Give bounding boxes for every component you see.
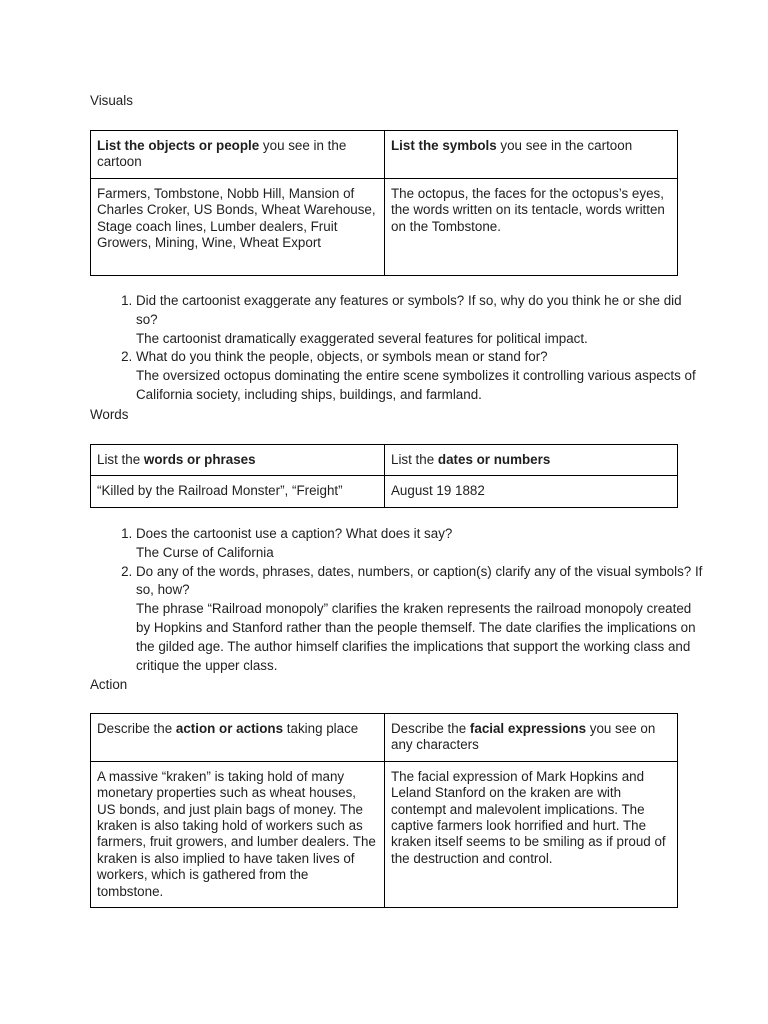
- visuals-table: [90, 130, 678, 276]
- words-header-dates-bold: dates or numbers: [437, 452, 551, 467]
- visuals-cell-objects: Farmers, Tombstone, Nobb Hill, Mansion of Charles Croker, US Bonds, Wheat Warehouse, Stage coach lines, Lumber dealers, Fruit Growers, Mining, Wine, Wheat Export: [91, 178, 385, 275]
- words-answer-1-text: The Curse of California: [136, 544, 274, 560]
- action-header-actions-bold: action or actions: [175, 721, 284, 736]
- visuals-header-symbols-bold: List the symbols: [391, 138, 497, 153]
- words-question-2: [136, 563, 706, 676]
- action-header-expressions-bold: facial expressions: [469, 721, 587, 736]
- action-table-header-row: [91, 714, 678, 762]
- visuals-question-1-text: 1. Did the cartoonist exaggerate any features or symbols? If so, why do you think he or she did so?: [136, 293, 682, 327]
- action-header-actions: [91, 714, 385, 762]
- words-question-1: [136, 525, 706, 563]
- words-header-dates: [385, 445, 678, 476]
- visuals-header-objects-bold: List the objects or people: [97, 138, 260, 153]
- visuals-table-row: [91, 178, 678, 275]
- words-question-1-text: 1. Does the cartoonist use a caption? What does it say?: [136, 526, 453, 541]
- words-table-row: [91, 476, 678, 507]
- words-questions: [90, 525, 706, 675]
- words-header-phrases-bold: words or phrases: [143, 452, 256, 467]
- visuals-cell-symbols: The octopus, the faces for the octopus’s eyes, the words written on its tentacle, words written on the Tombstone.: [385, 178, 678, 275]
- visuals-table-header-row: [91, 131, 678, 179]
- visuals-heading: Visuals: [90, 93, 133, 108]
- visuals-question-1: [136, 292, 706, 348]
- words-header-phrases: [91, 445, 385, 476]
- words-header-dates-pre: List the: [391, 452, 438, 467]
- visuals-header-objects-rest: you see in the cartoon: [97, 138, 347, 170]
- action-heading: Action: [90, 677, 128, 692]
- action-header-actions-pre: Describe the: [97, 721, 176, 736]
- action-cell-actions: A massive “kraken” is taking hold of many monetary properties such as wheat houses, US bonds, and just plain bags of money. The kraken is also taking hold of workers such as farmers, fruit growers, and lumber dealers. The kraken is also implied to have taken lives of workers, which is gathered from the tombstone.: [91, 761, 385, 907]
- action-header-expressions-rest: you see on any characters: [391, 721, 656, 753]
- words-cell-phrases: “Killed by the Railroad Monster”, “Freight”: [91, 476, 385, 507]
- words-answer-2-text: The phrase “Railroad monopoly” clarifies the kraken represents the railroad monopoly created by Hopkins and Stanford rather than the people themself. The date clarifies the implications on the gilded age. The author himself clarifies the implications that support the working class and critique the upper class.: [136, 601, 696, 673]
- words-cell-dates: August 19 1882: [385, 476, 678, 507]
- action-header-expressions-pre: Describe the: [391, 721, 470, 736]
- action-table-row: [91, 761, 678, 907]
- visuals-answer-2-text: The oversized octopus dominating the entire scene symbolizes it controlling various aspects of California society, including ships, buildings, and farmland.: [136, 368, 696, 402]
- visuals-answer-1-text: The cartoonist dramatically exaggerated several features for political impact.: [136, 330, 588, 346]
- words-table: [90, 444, 678, 508]
- visuals-question-2-text: 2. What do you think the people, objects, or symbols mean or stand for?: [136, 349, 548, 365]
- action-cell-expressions: The facial expression of Mark Hopkins and Leland Stanford on the kraken are with contempt and malevolent implications. The captive farmers look horrified and hurt. The kraken itself seems to be smiling as if proud of the destruction and control.: [385, 761, 678, 907]
- words-header-phrases-pre: List the: [97, 452, 144, 467]
- action-header-actions-rest: taking place: [283, 721, 359, 736]
- words-heading: Words: [90, 407, 129, 422]
- words-question-2-text: 2. Do any of the words, phrases, dates, numbers, or caption(s) clarify any of the visual symbols? If so, how?: [136, 563, 703, 598]
- words-table-header-row: [91, 445, 678, 476]
- visuals-header-objects: [91, 131, 385, 179]
- visuals-question-2: [136, 348, 706, 404]
- visuals-questions: [90, 292, 706, 405]
- visuals-header-symbols: [385, 131, 678, 179]
- visuals-header-symbols-rest: you see in the cartoon: [496, 138, 633, 153]
- action-header-expressions: [385, 714, 678, 762]
- action-table: [90, 713, 678, 908]
